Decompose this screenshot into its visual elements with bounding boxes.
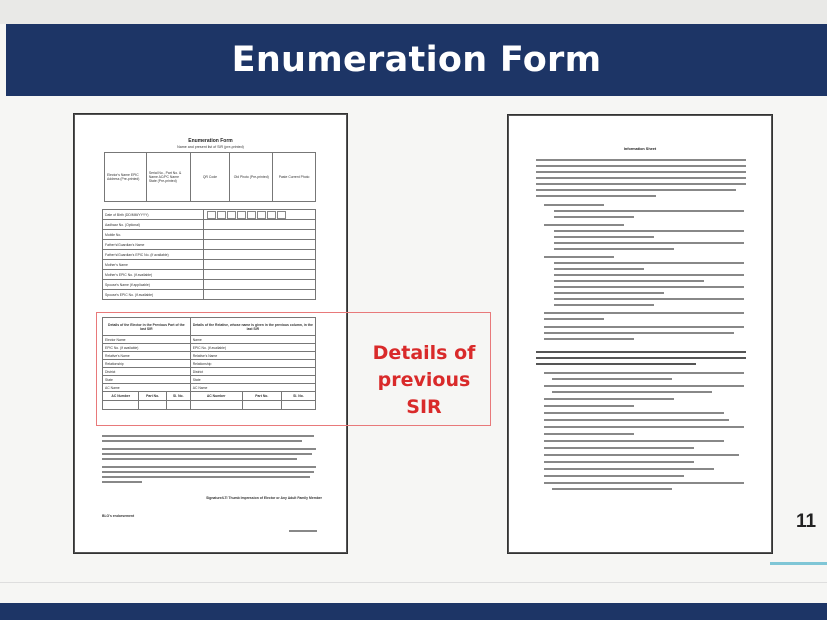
sir-cell: Relative's Name: [103, 352, 191, 360]
previous-sir-label: Details of previous SIR: [372, 342, 476, 418]
sir-cell: State: [103, 376, 191, 384]
info-sheet-title: Information Sheet: [623, 147, 657, 151]
sir-cell: District: [190, 368, 315, 376]
field-value: [204, 260, 316, 270]
field-label: Spouse's EPIC No. (if available): [103, 290, 204, 300]
sir-footer-cell: Sl. No.: [281, 392, 315, 401]
field-value: [204, 230, 316, 240]
sir-cell: State: [190, 376, 315, 384]
sir-cell: EPIC No. (if available): [190, 344, 315, 352]
field-label: Mother's Name: [103, 260, 204, 270]
sir-cell: Relative's Name: [190, 352, 315, 360]
header-cell: Serial No., Part No. & Name AC/PC Name State (Pre-printed): [146, 153, 190, 202]
sir-cell: Name: [190, 336, 315, 344]
field-value: [204, 250, 316, 260]
field-label: Father's/Guardian's Name: [103, 240, 204, 250]
accent-line: [770, 562, 827, 565]
form-subtitle: Name and present list of SIR (pre-printed): [177, 145, 244, 149]
dob-boxes: [204, 210, 316, 220]
sir-cell: Relationship: [103, 360, 191, 368]
sir-footer-cell: AC Number: [190, 392, 242, 401]
form-title: Enumeration Form: [188, 138, 233, 144]
blo-endorsement: BLO's endorsement: [102, 514, 135, 518]
field-value: [204, 220, 316, 230]
field-label: Date of Birth (DD/MM/YYYY): [103, 210, 204, 220]
field-label: Aadhaar No. (Optional): [103, 220, 204, 230]
sir-footer-cell: AC Number: [103, 392, 139, 401]
bottom-divider: [0, 582, 827, 583]
field-value: [204, 290, 316, 300]
sir-header-elector: Details of the Elector in the Previous Part of the last SIR: [103, 318, 191, 336]
sir-cell: Elector Name: [103, 336, 191, 344]
sir-footer-cell: Sl. No.: [166, 392, 190, 401]
sir-cell: EPIC No. (if available): [103, 344, 191, 352]
form-fields-table: [102, 209, 316, 300]
field-label: Mobile No.: [103, 230, 204, 240]
title-bar: [6, 24, 827, 96]
field-value: [204, 280, 316, 290]
field-label: Father's/Guardian's EPIC No. (if available): [103, 250, 204, 260]
sir-header-relative: Details of the Relative, whose name is given in the previous column, in the last SIR: [190, 318, 315, 336]
field-value: [204, 270, 316, 280]
sir-cell: District: [103, 368, 191, 376]
slide-title: Enumeration Form: [231, 40, 602, 80]
page-number: 11: [796, 511, 817, 532]
field-label: Mother's EPIC No. (if available): [103, 270, 204, 280]
top-strip: [0, 0, 827, 24]
form-header-table: [104, 152, 316, 202]
bottom-bar: [0, 603, 827, 620]
header-cell: Old Photo (Pre-printed): [230, 153, 273, 202]
sir-cell: AC Name: [190, 384, 315, 392]
sir-footer-cell: Part No.: [139, 392, 166, 401]
blo-signature-line: [289, 530, 317, 532]
header-cell: Paste Current Photo: [273, 153, 316, 202]
field-label: Spouse's Name (if applicable): [103, 280, 204, 290]
information-sheet-page: [507, 114, 773, 554]
header-cell: Elector's Name EPIC Address (Pre-printed): [105, 153, 147, 202]
signature-label: Signature/LTI Thumb Impression of Elector or Any Adult Family Member: [206, 496, 322, 500]
header-cell: QR Code: [190, 153, 230, 202]
field-value: [204, 240, 316, 250]
sir-cell: Relationship: [190, 360, 315, 368]
sir-footer-cell: Part No.: [242, 392, 281, 401]
sir-cell: AC Name: [103, 384, 191, 392]
